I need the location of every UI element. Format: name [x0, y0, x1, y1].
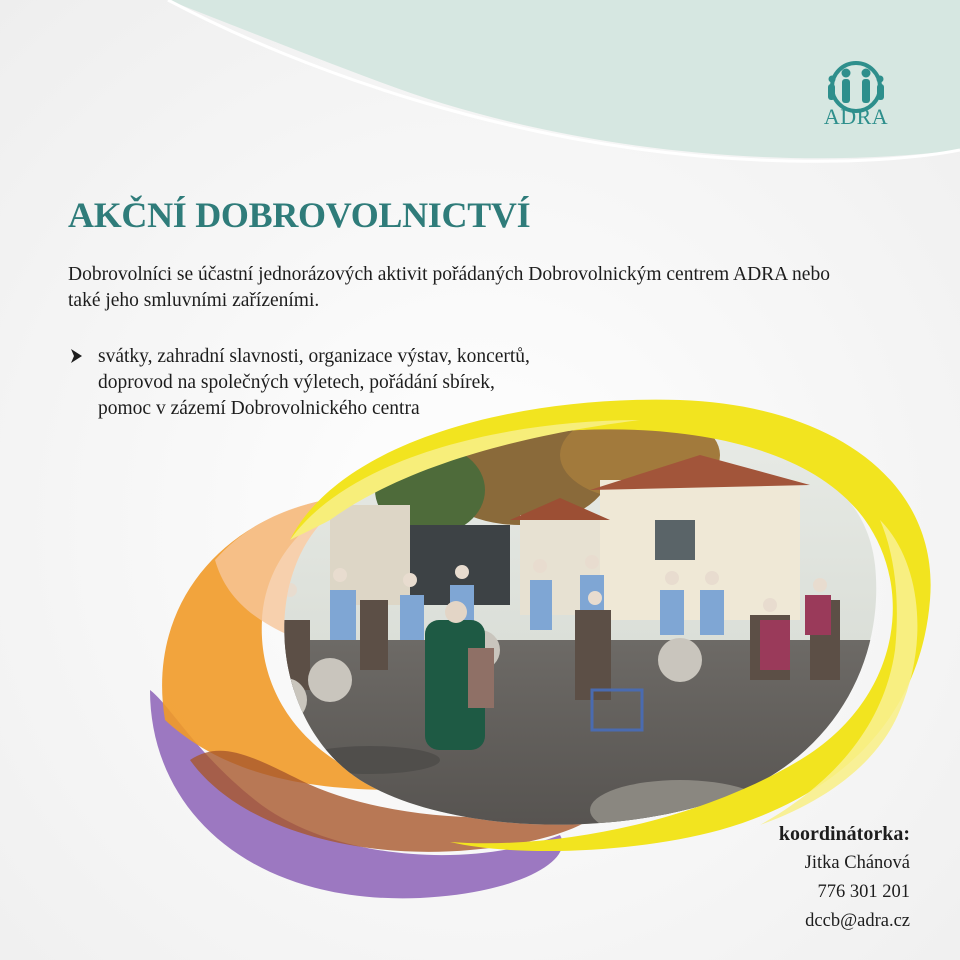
list-item-line: doprovod na společných výletech, pořádání sbírek,	[98, 372, 495, 393]
list-item	[68, 344, 628, 422]
contact-block	[779, 820, 910, 936]
contact-email: dccb@adra.cz	[805, 911, 910, 931]
contact-name: Jitka Chánová	[804, 853, 910, 873]
list-item-line: svátky, zahradní slavnosti, organizace výstav, koncertů,	[98, 346, 530, 367]
contact-phone: 776 301 201	[817, 882, 910, 902]
intro-paragraph: Dobrovolníci se účastní jednorázových aktivit pořádaných Dobrovolnickým centrem ADRA nebo také jeho smluvními zařízeními.	[68, 264, 830, 311]
activity-list	[68, 344, 628, 422]
adra-logo-wordmark: ADRA	[823, 104, 889, 129]
contact-label: koordinátorka:	[778, 823, 910, 845]
chevron-right-icon	[71, 349, 82, 363]
page-title: AKČNÍ DOBROVOLNICTVÍ	[68, 195, 531, 235]
list-item-line: pomoc v zázemí Dobrovolnického centra	[98, 398, 420, 419]
